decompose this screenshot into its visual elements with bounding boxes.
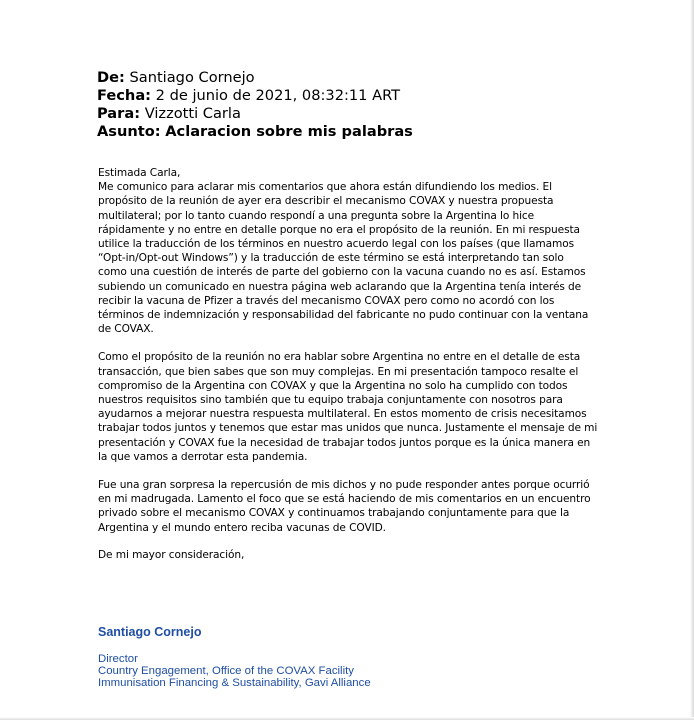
subject-line [97,123,657,141]
date-line [97,87,657,105]
signature-block [98,625,618,690]
signature-department: Country Engagement, Office of the COVAX Facility [98,665,354,678]
from-line [97,69,657,87]
body-paragraph-3: Fue una gran sorpresa la repercusión de mis dichos y no pude responder antes porque ocurrió en mi madrugada. Lamento el foco que se está haciendo de mis comentarios en un encuentro privado sobre el mecanismo COVAX y continuamos trabajando conjuntamente para que la Argentina y el mundo entero reciba vacunas de COVID. [98,479,591,534]
signature-title: Director [98,653,138,665]
signature-details [98,653,618,690]
subject-value: Aclaracion sobre mis palabras [165,123,413,140]
signature-name: Santiago Cornejo [98,625,202,639]
greeting: Estimada Carla, [98,167,181,179]
subject-label: Asunto: [97,123,161,140]
to-label: Para: [97,105,141,122]
to-value: Vizzotti Carla [144,105,241,122]
closing-line: De mi mayor consideración, [98,548,245,561]
to-line [97,105,657,123]
date-label: Fecha: [97,87,151,104]
from-value: Santiago Cornejo [129,69,255,86]
body-paragraph-2: Como el propósito de la reunión no era hablar sobre Argentina no entre en el detalle de esta transacción, que bien sabes que son muy complejas. En mi presentación tampoco resalte el compromiso de la Argentina con COVAX y que la Argentina no solo ha cumplido con todos nuestros requisitos sino también que tu equipo trabaja conjuntamente con nosotros para ayudarnos a mejorar nuestra respuesta multilateral. En estos momento de crisis necesitamos trabajar todos juntos y tenemos que estar mas unidos que nunca. Justamente el mensaje de mi presentación y COVAX fue la necesidad de trabajar todos juntos porque es la única manera en la que vamos a derrotar esta pandemia. [98,351,598,463]
date-value: 2 de junio de 2021, 08:32:11 ART [155,87,401,104]
email-body [98,166,598,562]
from-label: De: [97,69,125,86]
signature-organization: Immunisation Financing & Sustainability, Gavi Alliance [98,677,371,690]
body-paragraph-1: Me comunico para aclarar mis comentarios que ahora están difundiendo los medios. El propósito de la reunión de ayer era describir el mecanismo COVAX y nuestra propuesta multilateral; por lo tanto cuando respondí a una pregunta sobre la Argentina lo hice rápidamente y no entre en detalle porque no era el propósito de la reunión. En mi respuesta utilice la traducción de los términos en nuestro acuerdo legal con los países (que llamamos “Opt-in/Opt-out Windows”) y la traducción de este término se está interpretando tan solo como una cuestión de interés de parte del gobierno con la vacuna cuando no es así. Estamos subiendo un comunicado en nuestra página web aclarando que la Argentina tenía interés de recibir la vacuna de Pfizer a través del mecanismo COVAX pero como no acordó con los términos de indemnización y responsabilidad del fabricante no pudo continuar con la ventana de COVAX. [98,181,589,336]
email-header [97,69,657,141]
page-edge-shadow-right [690,0,694,720]
